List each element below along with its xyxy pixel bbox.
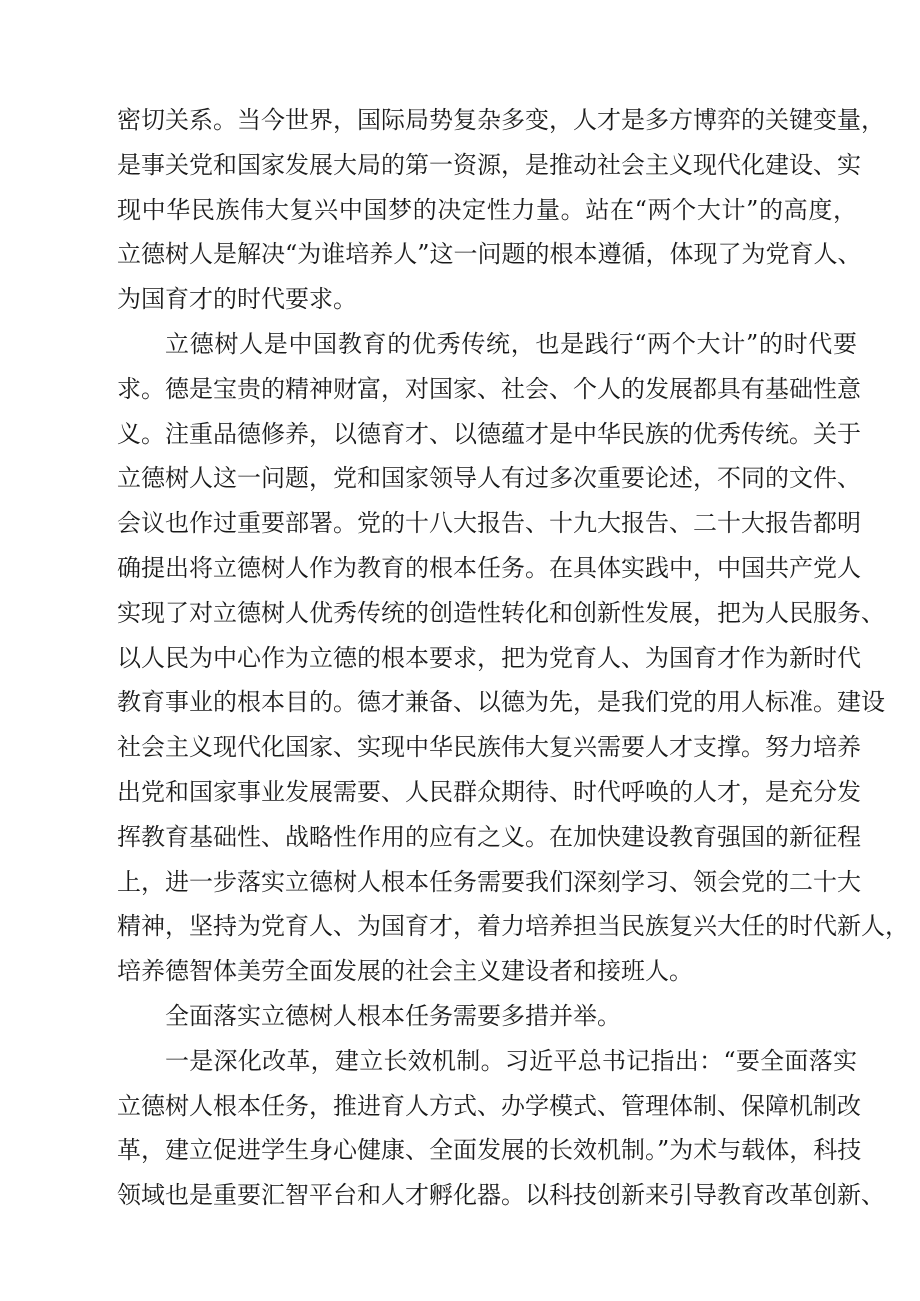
document-body: [117, 98, 909, 1218]
text-line: 教育事业的根本目的。德才兼备、以德为先，是我们党的用人标准。建设: [117, 688, 885, 717]
text-line: 精神，坚持为党育人、为国育才，着力培养担当民族复兴大任的时代新人，: [117, 912, 909, 941]
text-line: 义。注重品德修养，以德育才、以德蕴才是中华民族的优秀传统。关于: [117, 419, 861, 448]
text-line: 革，建立促进学生身心健康、全面发展的长效机制。”为术与载体，科技: [117, 1136, 862, 1165]
text-line: 实现了对立德树人优秀传统的创造性转化和创新性发展，把为人民服务、: [117, 598, 885, 627]
text-line: 为国育才的时代要求。: [117, 285, 357, 314]
text-line: 一是深化改革，建立长效机制。习近平总书记指出：“要全面落实: [165, 1046, 857, 1075]
text-line: 培养德智体美劳全面发展的社会主义建设者和接班人。: [117, 957, 693, 986]
text-line: 立德树人是中国教育的优秀传统，也是践行“两个大计”的时代要: [165, 329, 857, 358]
paragraph: [117, 322, 909, 994]
text-line: 立德树人这一问题，党和国家领导人有过多次重要论述，不同的文件、: [117, 464, 861, 493]
text-line: 现中华民族伟大复兴中国梦的决定性力量。站在“两个大计”的高度，: [117, 195, 857, 224]
paragraph: [117, 1039, 885, 1218]
text-line: 领域也是重要汇智平台和人才孵化器。以科技创新来引导教育改革创新、: [117, 1181, 885, 1210]
text-line: 全面落实立德树人根本任务需要多措并举。: [165, 1001, 621, 1030]
text-line: 会议也作过重要部署。党的十八大报告、十九大报告、二十大报告都明: [117, 509, 861, 538]
text-line: 社会主义现代化国家、实现中华民族伟大复兴需要人才支撑。努力培养: [117, 733, 861, 762]
paragraph: [117, 994, 857, 1039]
text-line: 立德树人根本任务，推进育人方式、办学模式、管理体制、保障机制改: [117, 1091, 861, 1120]
text-line: 求。德是宝贵的精神财富，对国家、社会、个人的发展都具有基础性意: [117, 374, 861, 403]
text-line: 是事关党和国家发展大局的第一资源，是推动社会主义现代化建设、实: [117, 150, 861, 179]
text-line: 密切关系。当今世界，国际局势复杂多变，人才是多方博弈的关键变量，: [117, 106, 885, 134]
text-line: 确提出将立德树人作为教育的根本任务。在具体实践中，中国共产党人: [117, 553, 861, 582]
text-line: 上，进一步落实立德树人根本任务需要我们深刻学习、领会党的二十大: [117, 867, 861, 896]
text-line: 挥教育基础性、战略性作用的应有之义。在加快建设教育强国的新征程: [117, 822, 861, 851]
text-line: 出党和国家事业发展需要、人民群众期待、时代呼唤的人才，是充分发: [117, 777, 861, 806]
text-line: 立德树人是解决“为谁培养人”这一问题的根本遵循，体现了为党育人、: [117, 240, 862, 269]
paragraph: [117, 98, 885, 322]
text-line: 以人民为中心作为立德的根本要求，把为党育人、为国育才作为新时代: [117, 643, 861, 672]
